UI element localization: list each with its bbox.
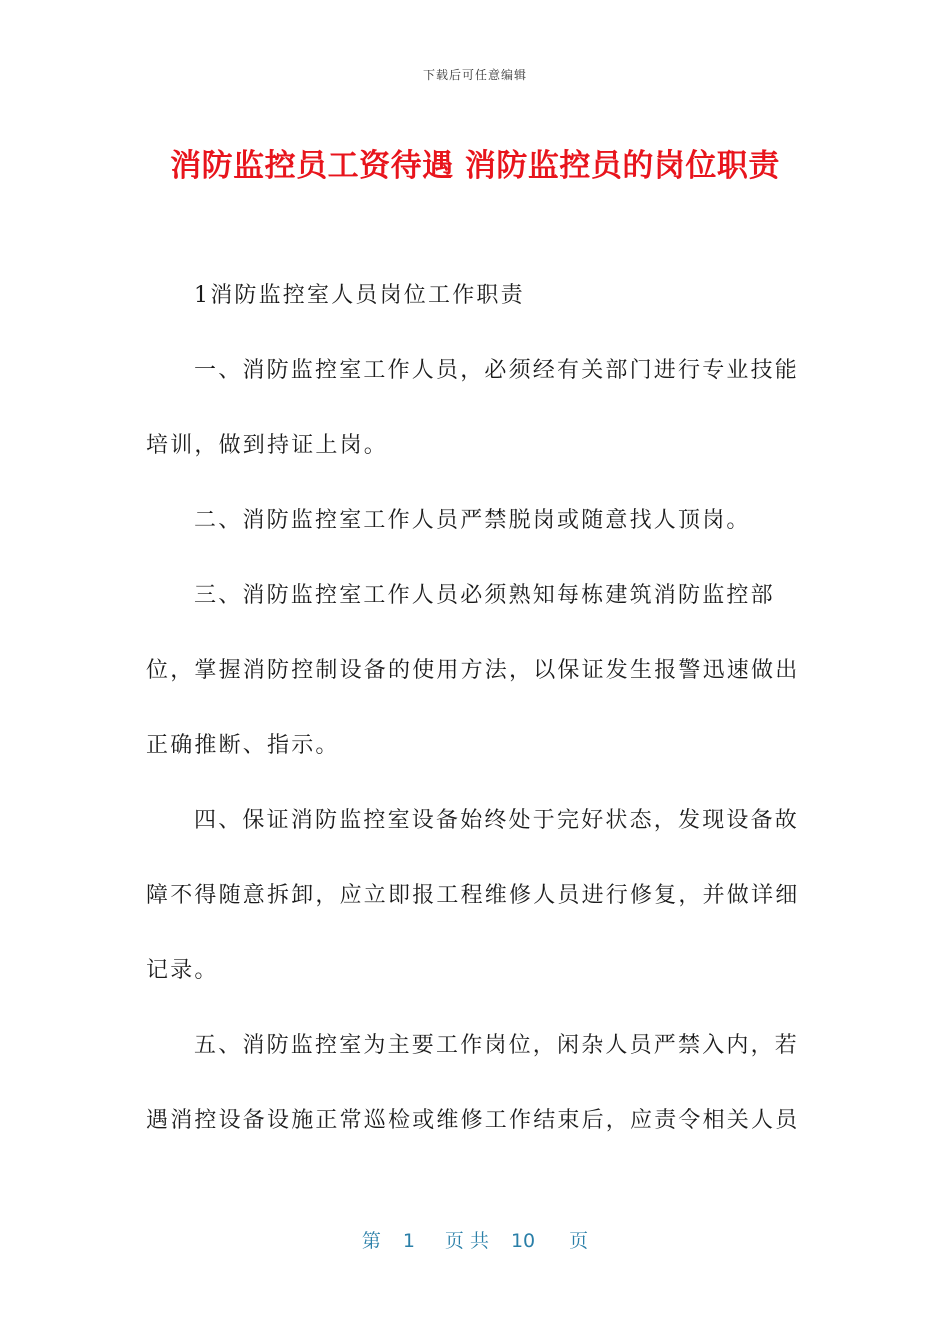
footer-current-page: 1 — [402, 1230, 415, 1252]
paragraph-duty-1: 一、消防监控室工作人员，必须经有关部门进行专业技能培训，做到持证上岗。 — [146, 358, 800, 458]
paragraph-duty-4: 四、保证消防监控室设备始终处于完好状态，发现设备故障不得随意拆卸，应立即报工程维修人员进行修复，并做详细记录。 — [146, 808, 800, 983]
footer-total-pages: 10 — [510, 1230, 536, 1252]
paragraph-duty-3: 三、消防监控室工作人员必须熟知每栋建筑消防监控部位，掌握消防控制设备的使用方法，以保证发生报警迅速做出正确推断、指示。 — [146, 583, 800, 758]
header-note: 下载后可任意编辑 — [422, 68, 527, 82]
paragraph-duty-5: 五、消防监控室为主要工作岗位，闲杂人员严禁入内，若遇消控设备设施正常巡检或维修工作结束后，应责令相关人员 — [146, 1033, 800, 1133]
paragraph-section-heading: 1消防监控室人员岗位工作职责 — [194, 283, 525, 308]
paragraph-duty-2: 二、消防监控室工作人员严禁脱岗或随意找人顶岗。 — [194, 508, 751, 533]
document-title: 消防监控员工资待遇 消防监控员的岗位职责 — [170, 148, 780, 184]
footer-label-pages: 页 — [569, 1230, 589, 1252]
page-footer — [0, 1226, 950, 1253]
footer-label-of: 页 共 — [444, 1230, 489, 1252]
footer-label-page: 第 — [361, 1230, 381, 1252]
document-body — [146, 258, 806, 1158]
